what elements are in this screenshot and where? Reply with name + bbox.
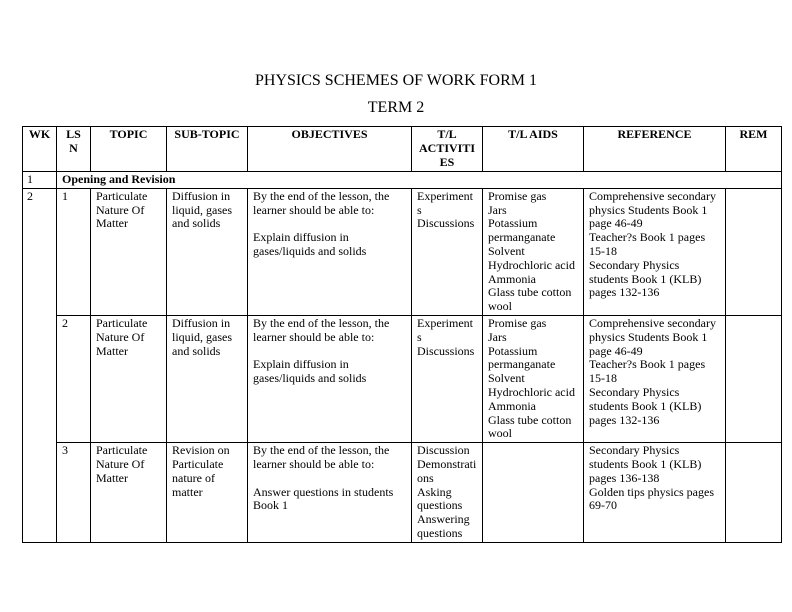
aid-item: Ammonia — [488, 271, 536, 286]
objective-intro: By the end of the lesson, the learner should be able to: — [253, 443, 390, 471]
activity-item: Answering questions — [417, 512, 470, 540]
objective-intro: By the end of the lesson, the learner should be able to: — [253, 315, 390, 344]
opening-row — [23, 172, 782, 189]
objective-text: Answer questions in students Book 1 — [253, 484, 394, 513]
activity-item: Discussions — [417, 343, 475, 358]
topic-cell: Particulate Nature Of Matter — [91, 315, 167, 442]
reference-item: Comprehensive secondary physics Students Book 1 page 46-49 — [589, 315, 716, 358]
document-subtitle: TERM 2 — [367, 99, 425, 116]
aid-item: Hydrochloric acid — [488, 384, 575, 399]
reference-item: Secondary Physics students Book 1 (KLB) pages 132-136 — [589, 384, 702, 427]
objective-text: Explain diffusion in gases/liquids and solids — [253, 230, 367, 258]
aid-item: Jars — [488, 202, 507, 217]
header-activities: T/L ACTIVITI ES — [412, 127, 483, 172]
reference-cell — [584, 443, 726, 543]
activity-item: Discussions — [417, 216, 475, 231]
reference-cell — [584, 315, 726, 442]
aid-item: Jars — [488, 329, 507, 344]
reference-item: Teacher?s Book 1 pages 15-18 — [589, 357, 706, 386]
aid-item: Potassium permanganate — [488, 343, 556, 372]
reference-item: Golden tips physics pages 69-70 — [589, 484, 714, 513]
table-row — [23, 188, 782, 315]
aid-item: Solvent — [488, 243, 525, 258]
activity-item: Demonstrati ons — [417, 456, 477, 485]
reference-item: Teacher?s Book 1 pages 15-18 — [589, 230, 706, 258]
lesson-number: 1 — [57, 188, 91, 315]
aid-item: Ammonia — [488, 398, 536, 413]
activity-item: Asking questions — [417, 484, 463, 513]
header-topic: TOPIC — [91, 127, 167, 172]
reference-item: Secondary Physics students Book 1 (KLB) pages 136-138 — [589, 443, 702, 485]
reference-item: Comprehensive secondary physics Students Book 1 page 46-49 — [589, 188, 716, 231]
objectives-cell — [248, 315, 412, 442]
header-row — [23, 127, 782, 172]
subtopic-cell: Diffusion in liquid, gases and solids — [167, 188, 248, 315]
document-title: PHYSICS SCHEMES OF WORK FORM 1 — [255, 72, 537, 89]
aids-cell — [483, 315, 584, 442]
subtopic-cell: Revision on Particulate nature of matter — [167, 443, 248, 543]
topic-cell: Particulate Nature Of Matter — [91, 188, 167, 315]
aid-item: Glass tube cotton wool — [488, 285, 572, 314]
table-row — [23, 315, 782, 442]
rem-cell — [726, 443, 782, 543]
objectives-cell — [248, 188, 412, 315]
aid-item: Promise gas — [488, 315, 547, 330]
header-subtopic: SUB-TOPIC — [167, 127, 248, 172]
aid-item: Potassium permanganate — [488, 216, 556, 245]
aids-cell — [483, 443, 584, 543]
rem-cell — [726, 315, 782, 442]
header-reference: REFERENCE — [584, 127, 726, 172]
header-objectives: OBJECTIVES — [248, 127, 412, 172]
reference-cell — [584, 188, 726, 315]
header-wk: WK — [23, 127, 57, 172]
topic-cell: Particulate Nature Of Matter — [91, 443, 167, 543]
aid-item: Promise gas — [488, 188, 547, 203]
week-cell: 2 — [23, 188, 57, 542]
reference-item: Secondary Physics students Book 1 (KLB) pages 132-136 — [589, 257, 702, 300]
lesson-number: 2 — [57, 315, 91, 442]
header-rem: REM — [726, 127, 782, 172]
activities-cell — [412, 315, 483, 442]
rem-cell — [726, 188, 782, 315]
header-lsn: LSN — [57, 127, 91, 172]
activity-item: Experiment s — [417, 188, 473, 217]
activities-cell — [412, 188, 483, 315]
aid-item: Solvent — [488, 371, 525, 386]
activities-cell — [412, 443, 483, 543]
objective-intro: By the end of the lesson, the learner should be able to: — [253, 188, 390, 217]
table-row — [23, 443, 782, 543]
activity-item: Experiment s — [417, 315, 473, 344]
lesson-number: 3 — [57, 443, 91, 543]
opening-text: Opening and Revision — [57, 172, 782, 189]
opening-week: 1 — [23, 172, 57, 189]
scheme-table — [22, 126, 782, 543]
subtopic-cell: Diffusion in liquid, gases and solids — [167, 315, 248, 442]
objective-text: Explain diffusion in gases/liquids and solids — [253, 357, 367, 386]
header-aids: T/L AIDS — [483, 127, 584, 172]
aids-cell — [483, 188, 584, 315]
aid-item: Hydrochloric acid — [488, 257, 575, 272]
aid-item: Glass tube cotton wool — [488, 412, 572, 441]
activity-item: Discussion — [417, 443, 470, 458]
objectives-cell — [248, 443, 412, 543]
